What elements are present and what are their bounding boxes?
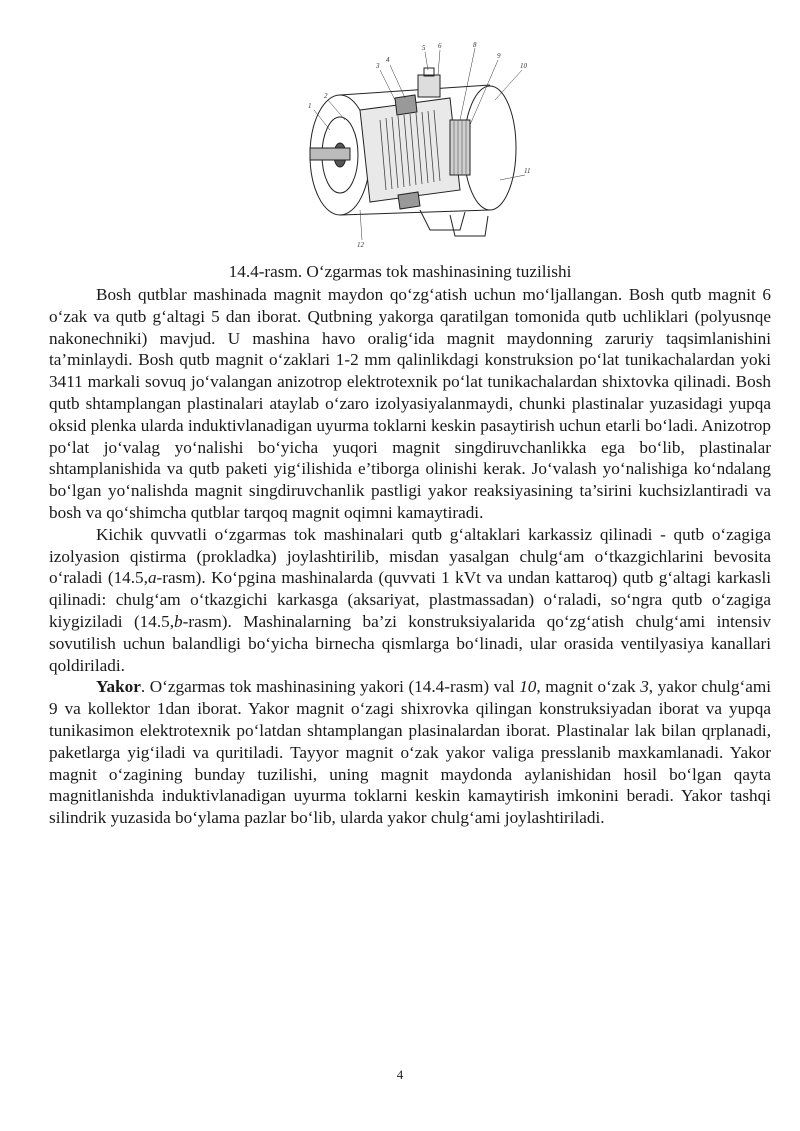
callout-label: 4 [386,56,390,64]
callout-label: 11 [524,167,531,175]
dc-machine-figure [300,40,540,250]
callout-label: 12 [357,241,364,249]
term-yakor: Yakor [96,677,141,697]
callout-label: 8 [473,41,477,49]
callout-label: 10 [520,62,527,70]
body-text [49,284,771,829]
commutator [450,120,470,175]
machine-foot-right [450,215,488,236]
machine-foot-left [420,210,465,230]
callout-label: 1 [308,102,312,110]
page-number: 4 [396,1067,404,1082]
callout-label: 3 [376,62,380,70]
figure-caption: 14.4-rasm. O‘zgarmas tok mashinasining tuzilishi [228,262,572,281]
callout-label: 2 [324,92,328,100]
shaft [310,148,350,160]
cutaway-section [360,98,460,202]
dc-machine-cutaway-illustration [300,40,540,250]
callout-label: 6 [438,42,442,50]
callout-label: 5 [422,44,426,52]
terminal-box [418,75,440,97]
paragraph-armature: Yakor. O‘zgarmas tok mashinasining yakori (14.4-rasm) val 10, magnit o‘zak 3, yakor chulg‘ami 9 va kollektor 1dan iborat. Yakor magnit o‘zagi shixrovka qilingan konstruksiyadan iborat va yupqa tunikasimon elektrotexnik po‘latdan shtamplangan plasinalardan iborat. Plastinalar lak bilan qrplanadi, paketlarga yig‘iladi va quritiladi. Tayyor magnit o‘zak yakor valiga presslanib maxkamlanadi. Yakor magnit o‘zagining bunday tuzilishi, uning magnit maydonda aylanishidan hosil bo‘lgan qayta magnitlanishda induktivlanadigan uyurma toklarni keskin kamaytirish imkonini beradi. Yakor tashqi silindrik yuzasida bo‘ylama pazlar bo‘lib, ularda yakor chulg‘ami joylashtiriladi. [49,677,771,828]
frame-right-end [464,86,516,210]
paragraph-main-poles: Bosh qutblar mashinada magnit maydon qo‘zg‘atish uchun mo‘ljallangan. Bosh qutb magnit 6 o‘zak va qutb g‘altagi 5 dan iborat. Qutbning yakorga qaratilgan tomonida qutb uchliklari (polyusnqe nakonechniki) mavjud. U mashina havo oralig‘ida magnit maydonning zaruriy taqsimlanishini ta’minlaydi. Bosh qutb magnit o‘zaklari 1-2 mm qalinlikdagi konstruksion po‘lat tunikachalardan yoki 3411 markali sovuq jo‘valangan anizotrop elektrotexnik po‘lat tunikachalardan shixtovka qilinadi. Bosh qutb shtamplangan plastinalari ataylab o‘zaro izolyasiyalanmaydi, chunki plastinalar yuzasidagi yupqa oksid plenka ularda induktivlanadigan uyurma toklarni keskin pasaytirish uchun etarli bo‘ladi. Anizotrop po‘lat jo‘valag yo‘nalishi bo‘yicha yuqori magnit singdiruvchanlikka ega bo‘lib, plastinalar shtamplanishida va qutb paketi yig‘ilishida e’tiborga olinishi kerak. Jo‘valash yo‘nalishiga ko‘ndalang bo‘lgan yo‘nalishda magnit singdiruvchanlik pastligi yakor reaksiyasining ta’sirini kuchsizlantiradi va bosh va qo‘shimcha qutblar tarqoq magnit oqimni kamaytiradi. [49,285,771,522]
paragraph-pole-coils: Kichik quvvatli o‘zgarmas tok mashinalari qutb g‘altaklari karkassiz qilinadi - qutb o‘zagiga izolyasion qistirma (prokladka) joylashtirilib, misdan yasalgan chulg‘am o‘tkazgichlarini bevosita o‘raladi (14.5,a-rasm). Ko‘pgina mashinalarda (quvvati 1 kVt va undan kattaroq) qutb g‘altagi karkasli qilinadi: chulg‘am o‘tkazgichi karkasga (aksariyat, plastmassadan) o‘raladi, so‘ngra qutb o‘zagiga kiygiziladi (14.5,b-rasm). Mashinalarning ba’zi konstruksiyalarida qo‘zg‘atish chulg‘ami intensiv sovutilish uchun balandligi bo‘yicha birnecha qismlarga bo‘linadi, ular orasida ventilyasiya kanallari qoldiriladi. [49,524,771,675]
callout-label: 9 [497,52,501,60]
main-pole [395,95,417,115]
